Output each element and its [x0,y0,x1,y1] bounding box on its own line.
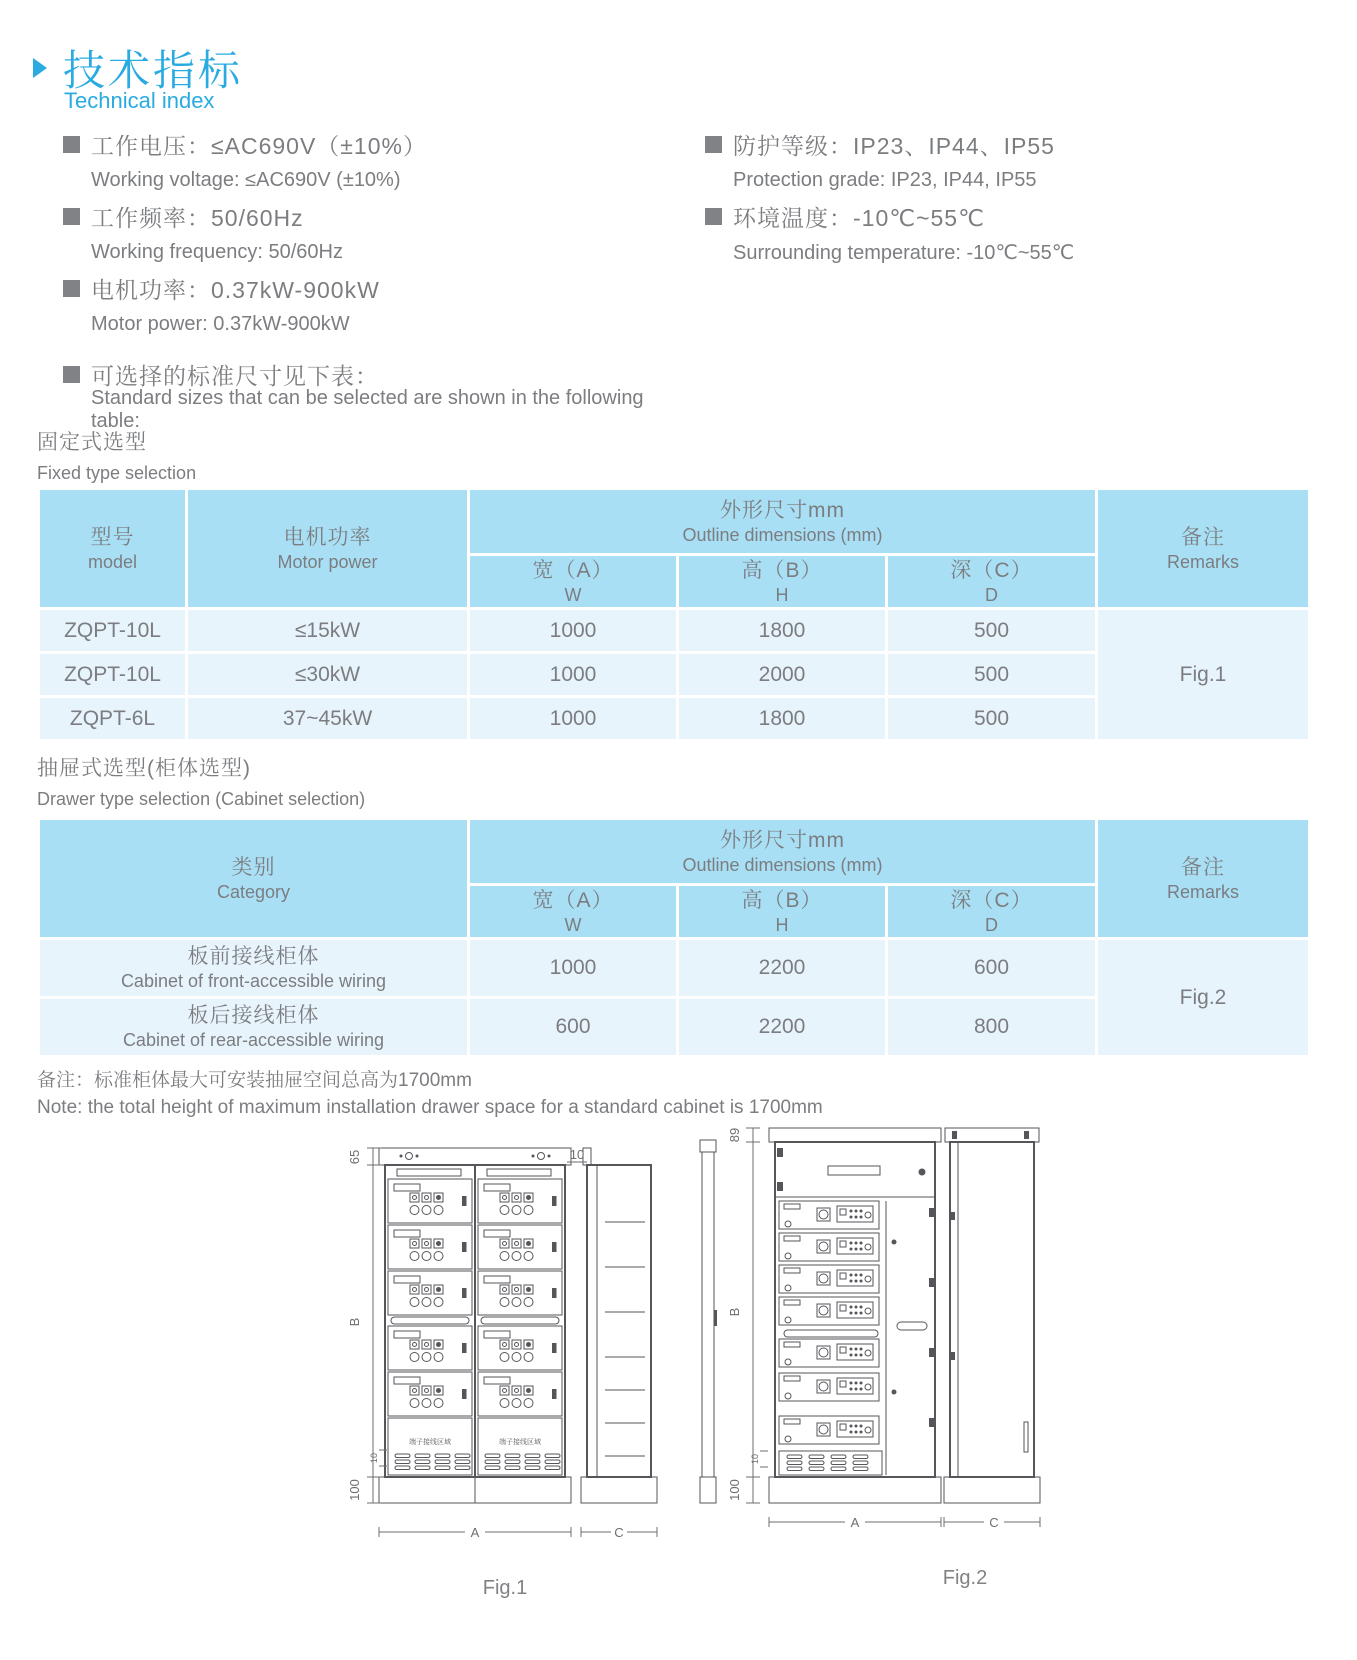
fig1-caption: Fig.1 [482,1577,528,1599]
col-header-category: 类别 Category [39,819,469,939]
fig2-side-view [944,1128,1040,1503]
fig1-terminal-area-label: 端子接线区域 [409,1439,451,1446]
spec-surrounding-temperature [705,198,1305,270]
remarks-cell: Fig.2 [1097,939,1310,1057]
fixed-type-table [37,487,1311,742]
fig2-dim-C: C [989,1515,999,1530]
section-arrow-icon [33,58,47,78]
spec-en-text: Motor power: 0.37kW-900kW [91,312,350,335]
col-header-width: 宽（A） W [469,885,678,939]
fig1-dim-C: C [614,1525,624,1540]
spec-en-text: Standard sizes that can be selected are shown in the following table: [91,387,644,432]
footnote [37,1064,823,1122]
fig2-dimensions [727,1128,1040,1530]
height-cell: 2000 [678,653,887,697]
table-row [39,939,1310,998]
fig1-dim-65: 65 [347,1149,362,1165]
spec-working-frequency [63,198,683,270]
fig2-dim-89: 89 [727,1127,742,1143]
depth-cell: 500 [887,653,1097,697]
spec-en-text: Surrounding temperature: -10℃~55℃ [733,241,1075,264]
depth-cell: 600 [887,939,1097,998]
spec-column-left [63,126,683,432]
section-title-en: Fixed type selection [37,463,197,483]
fig1-side-view [581,1148,657,1503]
fig1-dim-10-small: 10 [369,1452,379,1464]
spec-cn-text: 工作频率：50/60Hz [91,204,304,231]
drawer-table-section-title [37,752,365,810]
bullet-square-icon [705,136,722,153]
spec-en-text: Working frequency: 50/60Hz [91,240,343,263]
spec-motor-power [63,270,683,342]
category-cell: 板前接线柜体 Cabinet of front-accessible wiring [39,939,469,998]
bullet-square-icon [705,208,722,225]
page-title: 技术指标 [63,47,244,94]
table-row [39,609,1310,653]
col-header-remarks: 备注 Remarks [1097,819,1310,939]
col-header-height: 高（B） H [678,885,887,939]
fig1-dim-100: 100 [347,1479,362,1501]
depth-cell: 500 [887,697,1097,741]
bullet-square-icon [63,280,80,297]
height-cell: 1800 [678,697,887,741]
spec-cn-text: 防护等级：IP23、IP44、IP55 [733,132,1055,159]
remarks-cell: Fig.1 [1097,609,1310,741]
fig1-drawing [305,1132,665,1602]
fig1-dim-10-top: 10 [569,1147,585,1162]
depth-cell: 800 [887,998,1097,1057]
height-cell: 2200 [678,939,887,998]
spec-cn-text: 环境温度：-10℃~55℃ [733,204,985,231]
col-header-motor-power: 电机功率 Motor power [187,489,469,609]
fig2-door-profile-view [700,1140,717,1503]
col-header-width: 宽（A） W [469,555,678,609]
power-cell: ≤30kW [187,653,469,697]
col-header-model: 型号 model [39,489,187,609]
col-header-depth: 深（C） D [887,555,1097,609]
spec-cn-text: 可选择的标准尺寸见下表： [91,362,379,389]
drawer-type-table [37,817,1311,1058]
col-header-outline-dimensions: 外形尺寸mm Outline dimensions (mm) [469,819,1097,885]
fig1-dim-A: A [470,1525,480,1540]
fig1-terminal-area-label: 端子接线区域 [499,1439,541,1446]
spec-cn-text: 工作电压：≤AC690V（±10%） [91,132,427,159]
fig2-caption: Fig.2 [942,1567,988,1589]
spec-protection-grade [705,126,1305,198]
page-subtitle: Technical index [64,88,215,113]
width-cell: 1000 [469,939,678,998]
bullet-square-icon [63,136,80,153]
category-cell: 板后接线柜体 Cabinet of rear-accessible wiring [39,998,469,1057]
fig2-dim-100: 100 [727,1479,742,1501]
col-header-remarks: 备注 Remarks [1097,489,1310,609]
spec-en-text: Protection grade: IP23, IP44, IP55 [733,168,1037,191]
bullet-square-icon [63,208,80,225]
spec-column-right [705,126,1305,270]
fig2-dim-B: B [727,1307,742,1317]
fig1-front-view [379,1148,571,1503]
width-cell: 1000 [469,697,678,741]
section-title-en: Drawer type selection (Cabinet selection) [37,789,366,809]
height-cell: 1800 [678,609,887,653]
fig2-front-view [769,1128,941,1503]
power-cell: ≤15kW [187,609,469,653]
fig1-dim-B: B [347,1317,362,1327]
model-cell: ZQPT-6L [39,697,187,741]
depth-cell: 500 [887,609,1097,653]
model-cell: ZQPT-10L [39,609,187,653]
fig2-dim-A: A [850,1515,860,1530]
fig2-drawing [690,1122,1070,1602]
footnote-cn: 备注：标准柜体最大可安装抽屉空间总高为1700mm [37,1070,472,1091]
bullet-square-icon [63,366,80,383]
spec-cn-text: 电机功率：0.37kW-900kW [91,276,380,303]
col-header-depth: 深（C） D [887,885,1097,939]
footnote-en: Note: the total height of maximum installation drawer space for a standard cabinet is 1700mm [37,1096,823,1118]
width-cell: 1000 [469,609,678,653]
fixed-table-section-title [37,426,196,484]
power-cell: 37~45kW [187,697,469,741]
width-cell: 1000 [469,653,678,697]
col-header-height: 高（B） H [678,555,887,609]
figure-area [0,1118,1357,1658]
section-title-cn: 抽屉式选型(柜体选型) [37,757,251,780]
model-cell: ZQPT-10L [39,653,187,697]
fig2-dim-10-small: 10 [750,1453,760,1465]
col-header-outline-dimensions: 外形尺寸mm Outline dimensions (mm) [469,489,1097,555]
spec-table-intro [63,356,683,432]
width-cell: 600 [469,998,678,1057]
section-title-cn: 固定式选型 [37,431,147,454]
height-cell: 2200 [678,998,887,1057]
spec-en-text: Working voltage: ≤AC690V (±10%) [91,168,401,191]
spec-working-voltage [63,126,683,198]
